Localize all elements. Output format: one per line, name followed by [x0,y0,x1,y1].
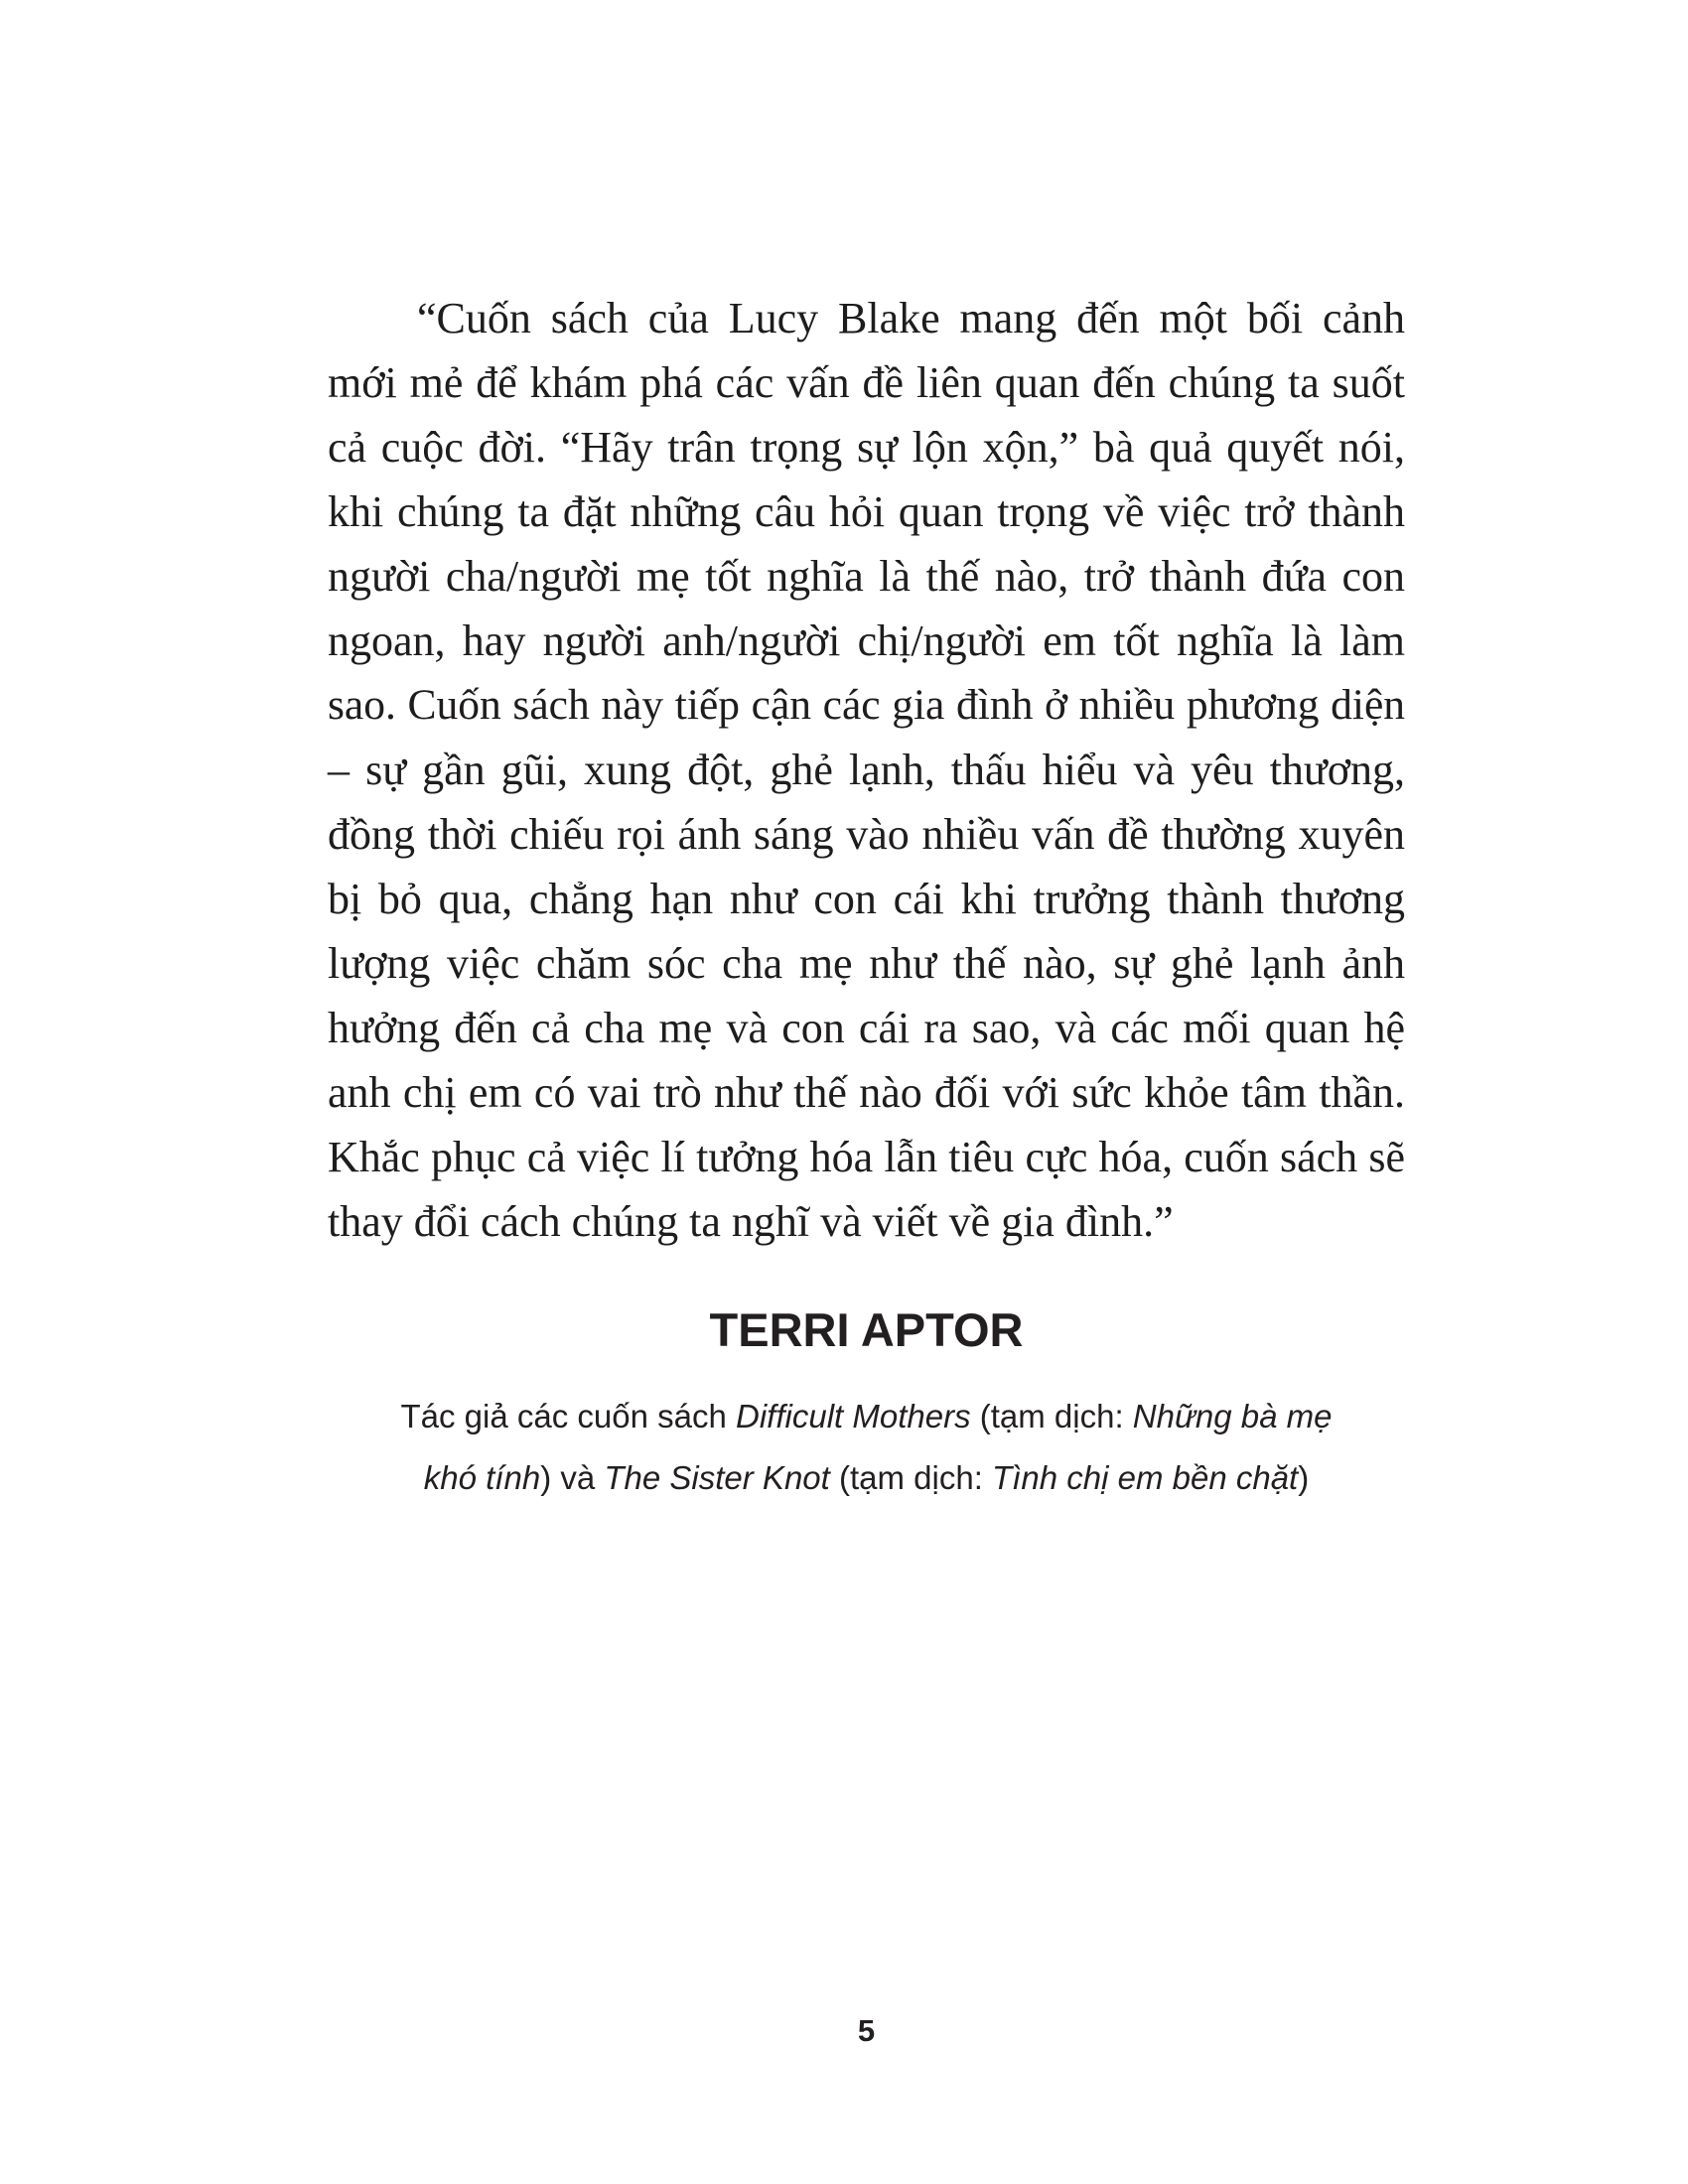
attribution-text: (tạm dịch: [829,1459,993,1496]
attribution-line [328,1386,1405,1447]
book-title-italic: khó tính [423,1459,541,1496]
quote-line: người cha/người mẹ tốt nghĩa là thế nào, trở thành đứa con [328,552,1405,601]
author-attribution [328,1386,1405,1509]
quote-paragraph [328,286,1405,1254]
attribution-text: ) và [540,1459,605,1496]
quote-line: thay đổi cách chúng ta nghĩ và viết về gia đình.” [328,1197,1174,1246]
quote-line: bị bỏ qua, chẳng hạn như con cái khi trưởng thành thương [328,875,1405,923]
quote-line: – sự gần gũi, xung đột, ghẻ lạnh, thấu hiểu và yêu thương, [328,746,1405,794]
author-name-heading: TERRI APTOR [709,1303,1024,1356]
page-number: 5 [857,2013,876,2048]
attribution-text: (tạm dịch: [970,1398,1133,1434]
quote-line: đồng thời chiếu rọi ánh sáng vào nhiều vấn đề thường xuyên [328,810,1405,859]
book-title-italic: Những bà mẹ [1132,1398,1333,1434]
quote-line: “Cuốn sách của Lucy Blake mang đến một bối cảnh [417,294,1405,342]
attribution-line [328,1447,1405,1509]
quote-line: hưởng đến cả cha mẹ và con cái ra sao, và các mối quan hệ [328,1004,1405,1052]
attribution-text: ) [1298,1459,1310,1496]
quote-line: cả cuộc đời. “Hãy trân trọng sự lộn xộn,” bà quả quyết nói, [328,423,1405,472]
quote-line: ngoan, hay người anh/người chị/người em tốt nghĩa là làm [328,616,1405,665]
quote-line: anh chị em có vai trò như thế nào đối với sức khỏe tâm thần. [328,1068,1405,1117]
attribution-text: Tác giả các cuốn sách [400,1398,737,1434]
book-title-italic: Tình chị em bền chặt [992,1459,1299,1496]
quote-line: mới mẻ để khám phá các vấn đề liên quan đến chúng ta suốt [328,358,1405,407]
quote-line: lượng việc chăm sóc cha mẹ như thế nào, sự ghẻ lạnh ảnh [328,939,1405,988]
book-title-italic: Difficult Mothers [736,1398,971,1434]
quote-line: Khắc phục cả việc lí tưởng hóa lẫn tiêu cực hóa, cuốn sách sẽ [328,1133,1405,1181]
book-title-italic: The Sister Knot [604,1459,830,1496]
quote-line: sao. Cuốn sách này tiếp cận các gia đình ở nhiều phương diện [328,681,1405,729]
quote-line: khi chúng ta đặt những câu hỏi quan trọng về việc trở thành [328,487,1405,536]
